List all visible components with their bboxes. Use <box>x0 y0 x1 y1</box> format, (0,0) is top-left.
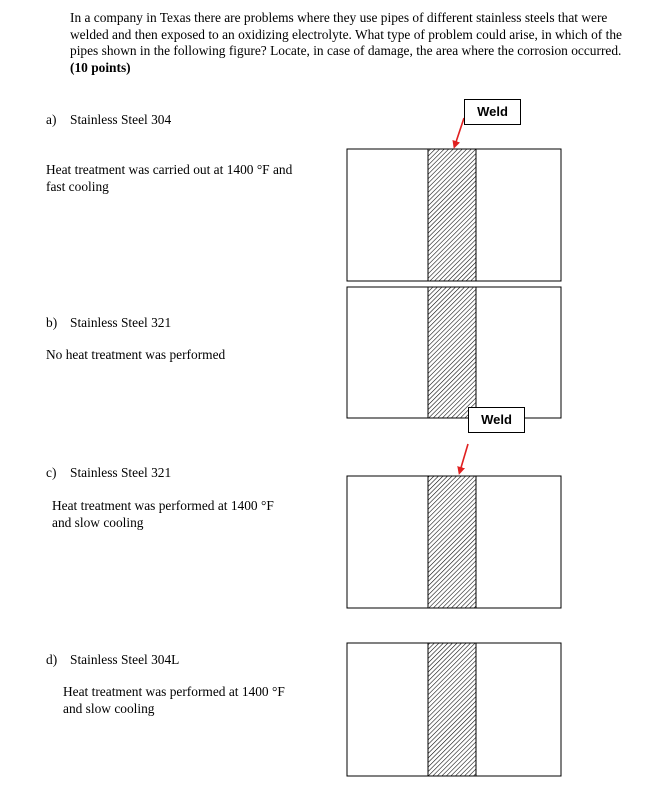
pipe-d-weld-zone <box>428 643 476 776</box>
case-b-steel: Stainless Steel 321 <box>70 315 172 330</box>
case-a-steel: Stainless Steel 304 <box>70 112 172 127</box>
problem-statement-text: In a company in Texas there are problems where they use pipes of different stainless steels that were welded and then exposed to an oxidizing electrolyte. What type of problem could arise, in which of the pipes shown in the following figure? Locate, in case of damage, the area where the corrosion occurred. <box>70 10 622 58</box>
pipe-c-weld-zone <box>428 476 476 608</box>
weld-label-middle: Weld <box>468 407 525 433</box>
case-b-treatment-line1: No heat treatment was performed <box>46 347 226 362</box>
case-d-steel: Stainless Steel 304L <box>70 652 180 667</box>
pipe-a <box>347 149 561 281</box>
case-d-treatment-line2: and slow cooling <box>63 700 155 716</box>
pipe-b <box>347 287 561 418</box>
case-a-letter: a) <box>46 112 57 127</box>
pipe-b-weld-zone <box>428 287 476 418</box>
problem-points: (10 points) <box>70 59 131 75</box>
pipe-c <box>347 476 561 608</box>
pipe-a-weld-zone <box>428 149 476 281</box>
case-a-treatment-line2: fast cooling <box>46 178 109 194</box>
case-a-treatment-line1: Heat treatment was carried out at 1400 °F and <box>46 162 293 177</box>
case-c-steel: Stainless Steel 321 <box>70 465 172 480</box>
case-b-letter: b) <box>46 315 58 330</box>
case-d-treatment-line1: Heat treatment was performed at 1400 °F <box>63 684 285 699</box>
case-c-treatment-line1: Heat treatment was performed at 1400 °F <box>52 498 274 513</box>
case-c-letter: c) <box>46 465 57 480</box>
weld-arrow-middle <box>460 444 468 471</box>
pipe-d <box>347 643 561 776</box>
weld-label-top: Weld <box>464 99 521 125</box>
case-d-letter: d) <box>46 652 58 667</box>
case-c-treatment-line2: and slow cooling <box>52 514 144 530</box>
weld-arrow-top <box>455 118 464 145</box>
